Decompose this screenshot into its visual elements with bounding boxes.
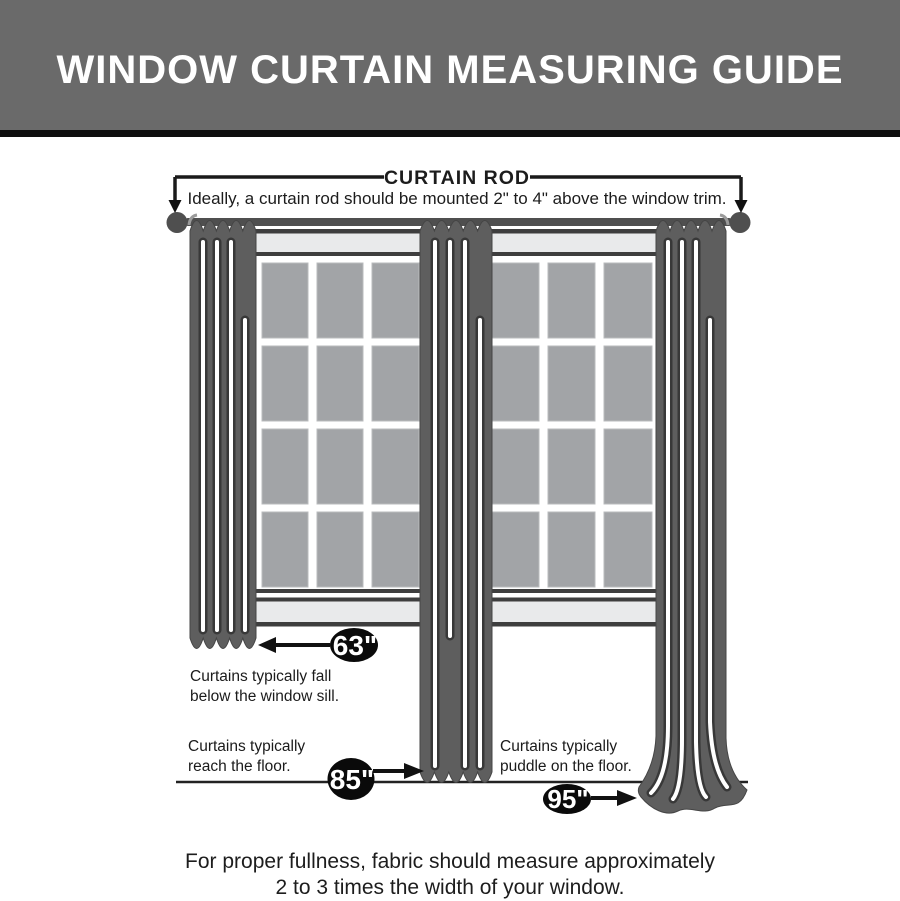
window-pane: [262, 512, 308, 587]
caption-sill-line1: Curtains typically fall: [190, 668, 332, 685]
rod-finial-left: [167, 212, 188, 233]
footer-line-2: 2 to 3 times the width of your window.: [275, 876, 625, 899]
down-arrow-icon: [735, 200, 748, 213]
window-pane: [262, 429, 308, 504]
window-pane: [548, 263, 595, 338]
caption-puddle-line1: Curtains typically: [500, 738, 618, 755]
right-arrow-icon: [617, 790, 637, 806]
window-pane: [372, 346, 419, 421]
rod-callout: [169, 167, 748, 213]
window-pane: [372, 429, 419, 504]
window-pane: [548, 512, 595, 587]
window-pane: [548, 346, 595, 421]
window-pane: [492, 263, 539, 338]
window-pane: [492, 512, 539, 587]
curtain-right-95: [638, 221, 747, 814]
window-pane: [372, 512, 419, 587]
window-pane: [604, 346, 652, 421]
window-pane: [372, 263, 419, 338]
curtain-center-85: [420, 221, 492, 783]
measurement-value-95: 95": [547, 784, 589, 814]
caption-floor-line2: reach the floor.: [188, 758, 291, 775]
caption-sill-line2: below the window sill.: [190, 688, 340, 705]
window-pane: [492, 346, 539, 421]
window-pane: [262, 263, 308, 338]
rod-finial-right: [730, 212, 751, 233]
caption-puddle-line2: puddle on the floor.: [500, 758, 632, 775]
caption-floor-line1: Curtains typically: [188, 738, 306, 755]
window-pane: [317, 263, 363, 338]
measuring-diagram: [0, 137, 900, 840]
measurement-value-85: 85": [329, 764, 375, 795]
window-pane: [548, 429, 595, 504]
rod-callout-description: Ideally, a curtain rod should be mounted 2" to 4" above the window trim.: [187, 189, 727, 208]
window-pane: [262, 346, 308, 421]
rod-callout-label: CURTAIN ROD: [383, 167, 531, 189]
window-pane: [604, 263, 652, 338]
down-arrow-icon: [169, 200, 182, 213]
footer-note: [0, 849, 900, 901]
page-title: WINDOW CURTAIN MEASURING GUIDE: [56, 47, 844, 92]
measurement-95: [500, 738, 637, 814]
header-banner: [0, 0, 900, 137]
window-pane: [317, 429, 363, 504]
window-pane: [604, 429, 652, 504]
window-pane: [317, 512, 363, 587]
window-pane: [492, 429, 539, 504]
curtain-left-63: [190, 221, 256, 649]
left-arrow-icon: [258, 637, 276, 653]
window-pane: [604, 512, 652, 587]
measurement-85: [188, 738, 424, 800]
measurement-value-63: 63": [332, 630, 378, 661]
window-pane: [317, 346, 363, 421]
footer-line-1: For proper fullness, fabric should measure approximately: [185, 850, 715, 873]
